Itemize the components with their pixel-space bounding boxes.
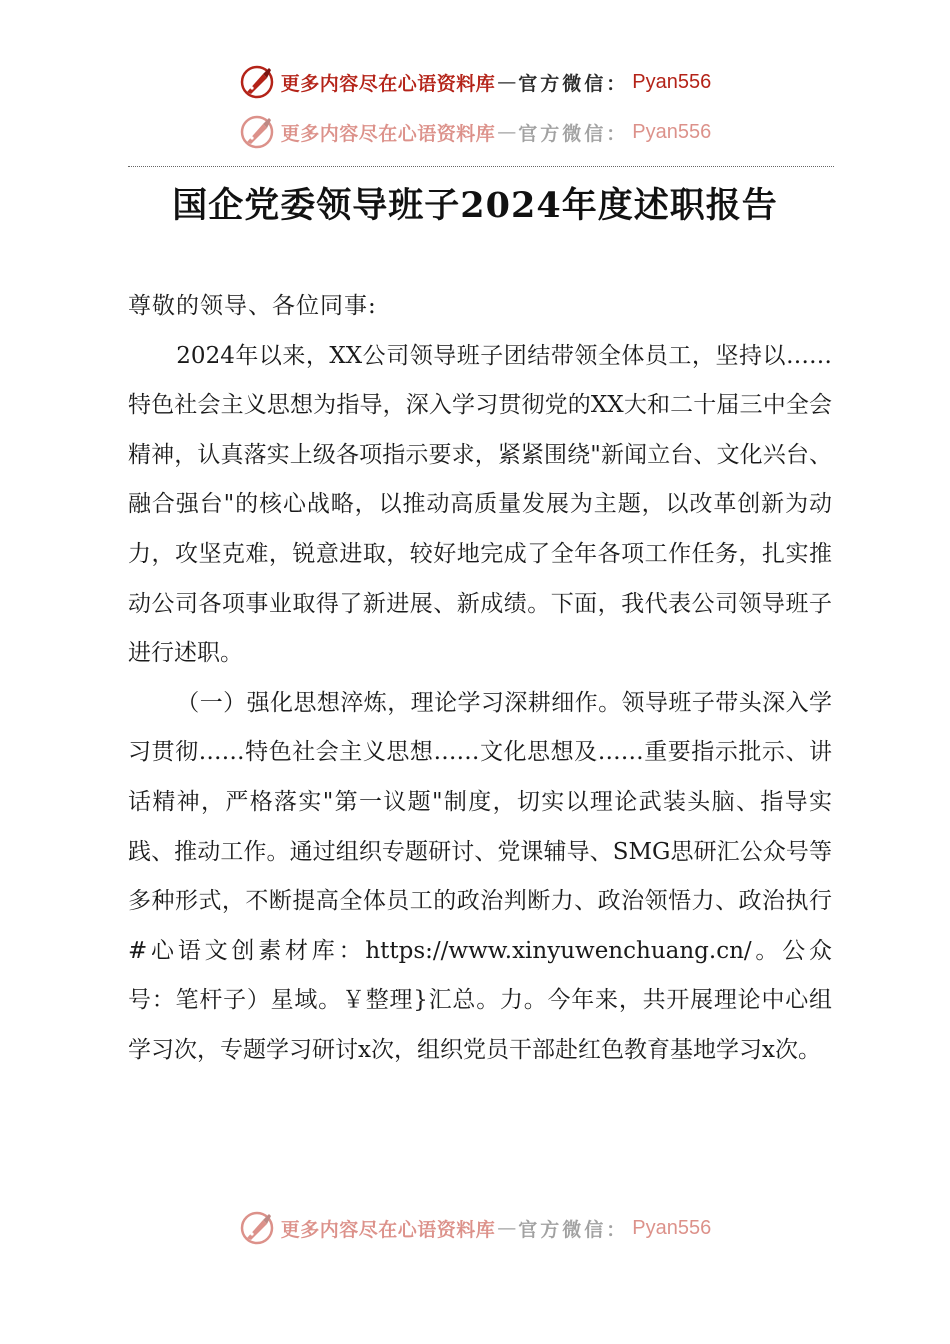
pen-nib-logo-icon <box>239 64 275 100</box>
pen-nib-logo-icon <box>239 1210 275 1246</box>
watermark-separator: — <box>497 71 517 93</box>
body-paragraph: （一）强化思想淬炼，理论学习深耕细作。领导班子带头深入学习贯彻……特色社会主义思想……文化思想及……重要指示批示、讲话精神，严格落实"第一议题"制度，切实以理论武装头脑、指导实践、推动工作。通过组织专题研讨、党课辅导、SMG思研汇公众号等多种形式，不断提高全体员工的政治判断力、政治领悟力、政治执行#心语文创素材库：https://www.xinyuwenchuang.cn/。公众号：笔杆子）星域。￥整理}汇总。力。今年来，共开展理论中心组学习次，专题学习研讨x次，组织党员干部赴红色教育基地学习x次。 <box>128 689 832 1063</box>
pen-nib-logo-icon <box>239 114 275 150</box>
body-paragraph: 2024年以来，XX公司领导班子团结带领全体员工，坚持以……特色社会主义思想为指导，深入学习贯彻党的XX大和二十届三中全会精神，认真落实上级各项指示要求，紧紧围绕"新闻立台、文化兴台、融合强台"的核心战略，以推动高质量发展为主题，以改革创新为动力，攻坚克难，锐意进取，较好地完成了全年各项工作任务，扎实推动公司各项事业取得了新进展、新成绩。下面，我代表公司领导班子进行述职。 <box>128 342 832 667</box>
watermark-banner-top <box>0 62 950 102</box>
watermark-official-label: 官方微信： <box>518 122 629 145</box>
watermark-banner-bottom <box>0 1208 950 1248</box>
watermark-wechat-id: Pyan556 <box>632 1216 712 1239</box>
watermark-banner-faded <box>0 112 950 152</box>
watermark-official-label: 官方微信： <box>518 72 629 95</box>
watermark-brand-text: 更多内容尽在心语资料库 <box>280 122 496 145</box>
header-divider <box>128 166 834 167</box>
watermark-official-label: 官方微信： <box>518 1218 629 1241</box>
document-body <box>128 282 832 1076</box>
watermark-wechat-id: Pyan556 <box>632 70 712 93</box>
watermark-separator: — <box>497 1217 517 1239</box>
watermark-separator: — <box>497 121 517 143</box>
document-title: 国企党委领导班子2024年度述职报告 <box>172 185 778 226</box>
watermark-brand-text: 更多内容尽在心语资料库 <box>280 1218 496 1241</box>
salutation: 尊敬的领导、各位同事: <box>128 293 377 319</box>
watermark-wechat-id: Pyan556 <box>632 120 712 143</box>
watermark-brand-text: 更多内容尽在心语资料库 <box>280 72 496 95</box>
